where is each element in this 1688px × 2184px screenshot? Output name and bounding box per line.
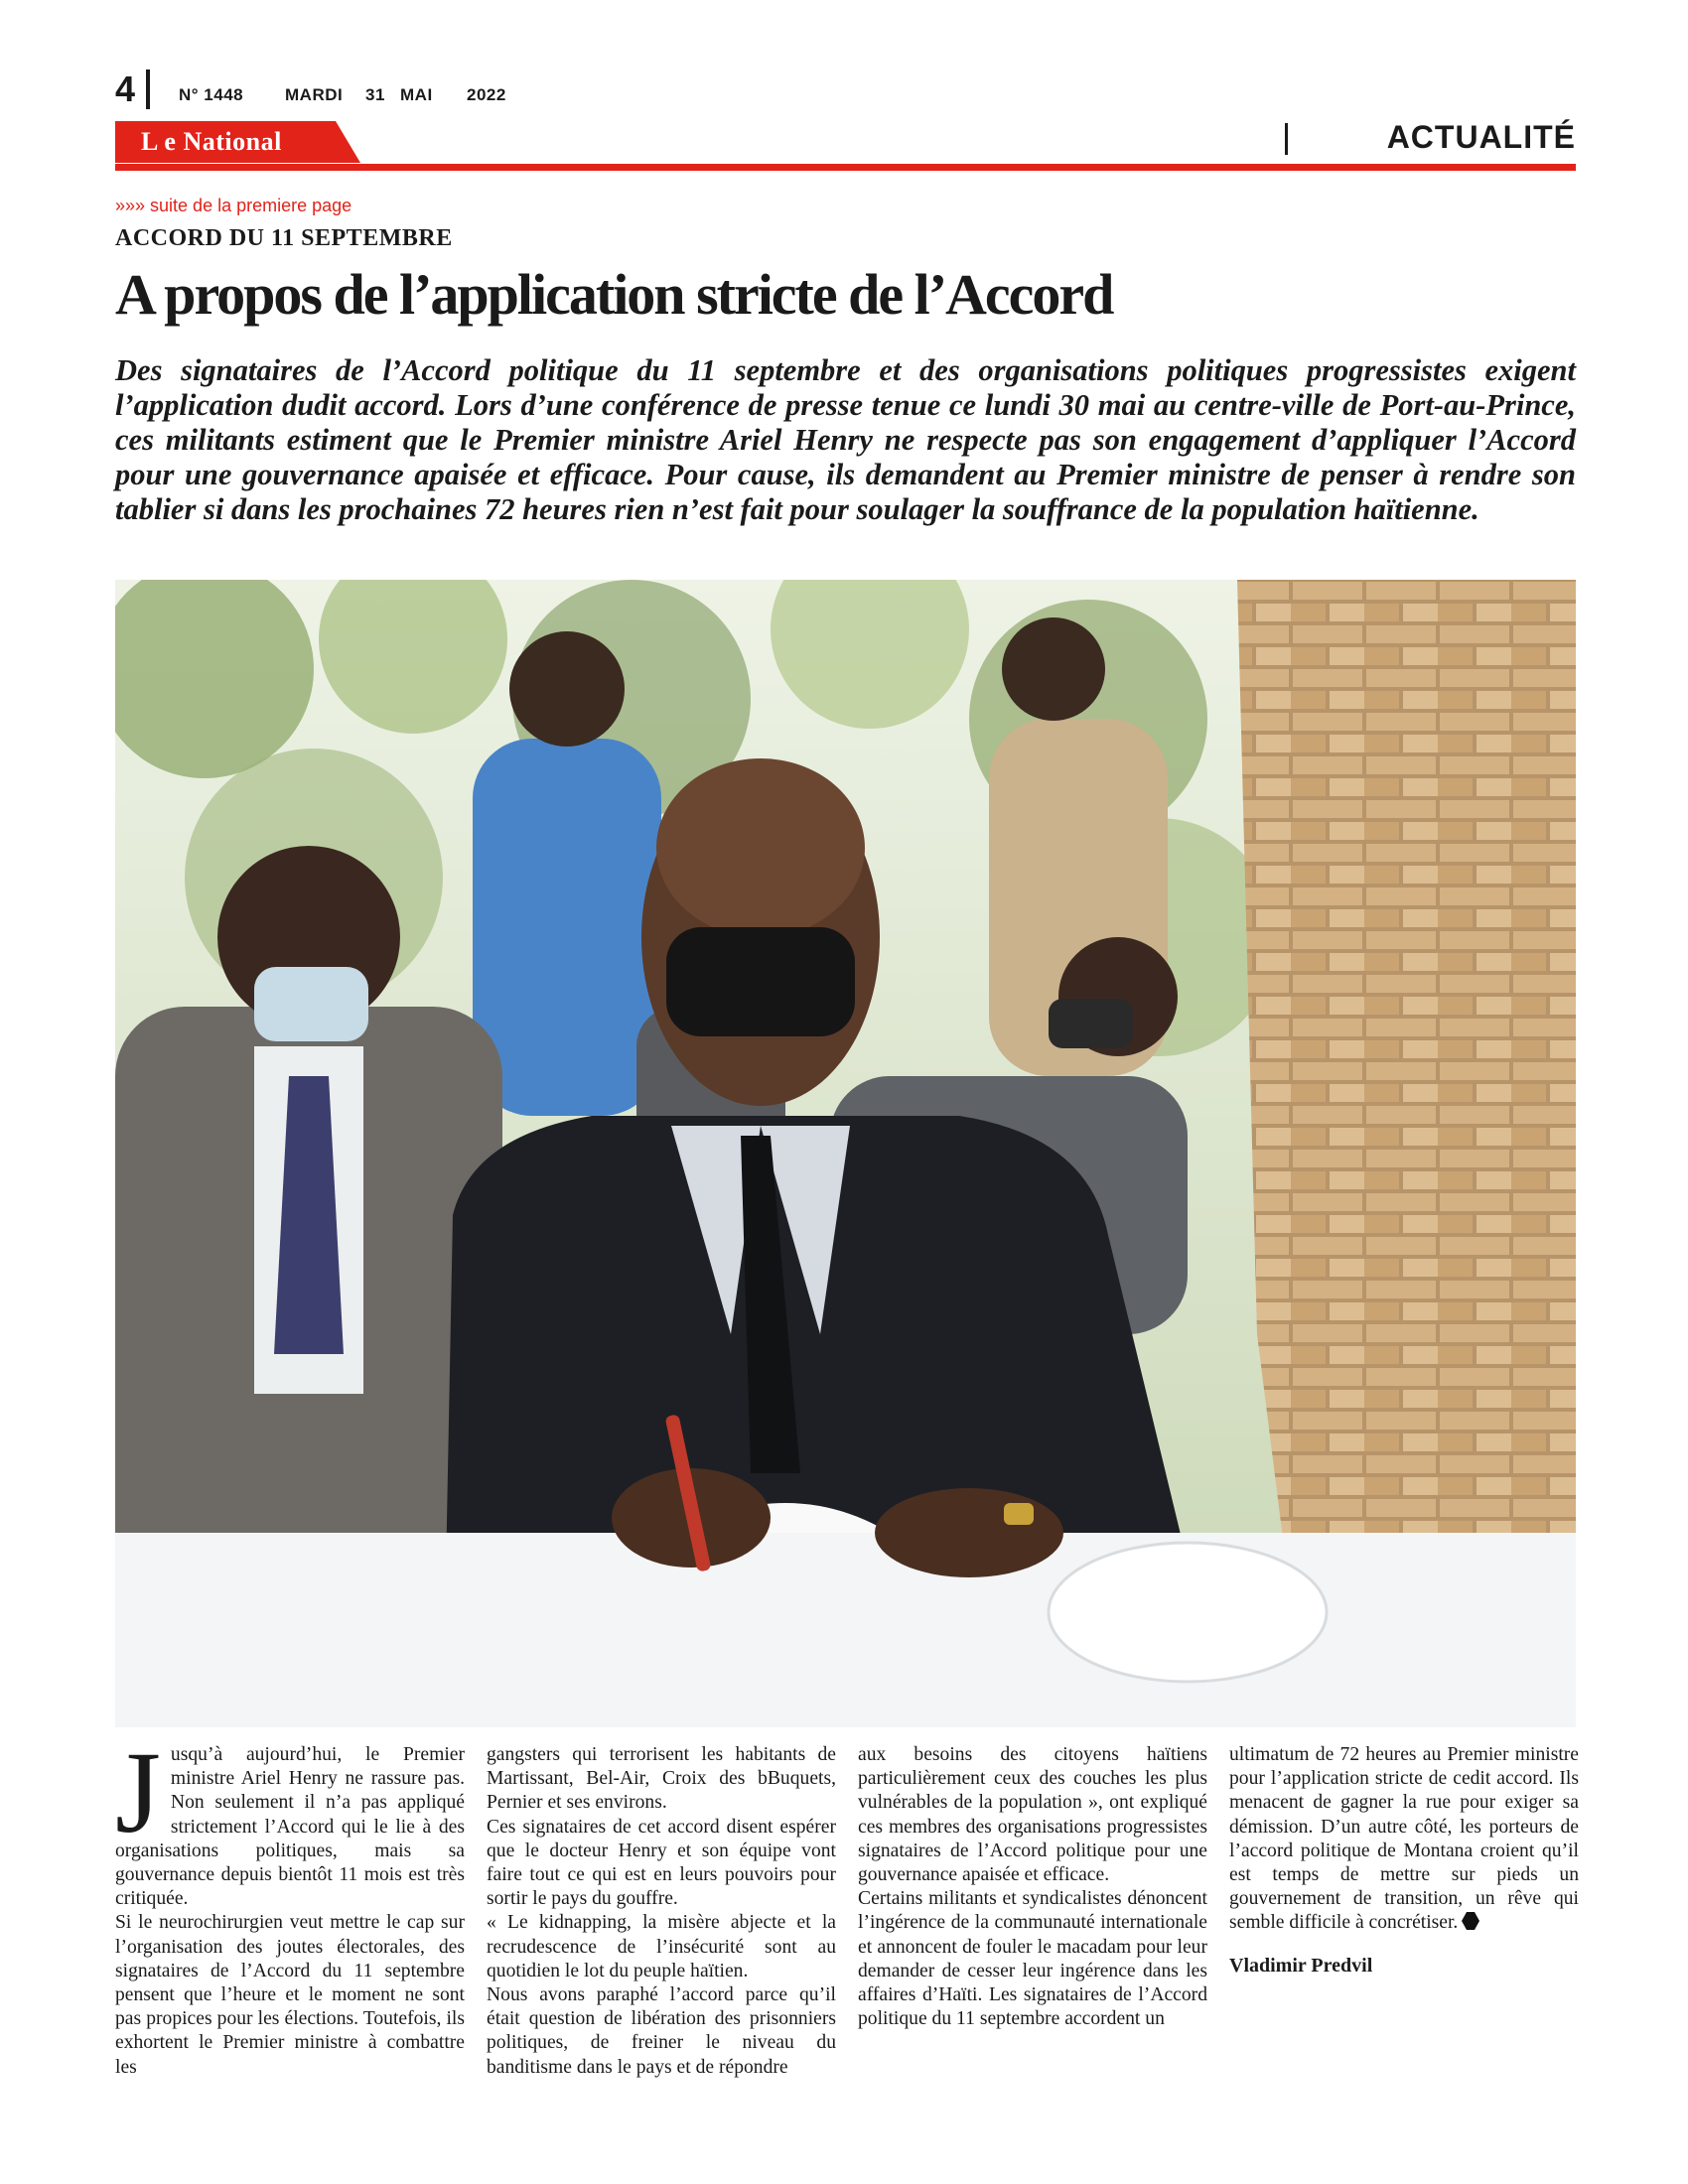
article-column-3	[858, 1743, 1207, 2031]
paragraph: Certains militants et syndicalistes dénoncent l’ingérence de la communauté internationale et annoncent de fouler le macadam pour leur demander de cesser leur ingérence dans les affaires d’Haïti. Les signataires de l’Accord politique du 11 septembre accordent un	[858, 1888, 1207, 2030]
page-number: 4	[115, 68, 136, 109]
article-kicker: ACCORD DU 11 SEPTEMBRE	[115, 225, 453, 251]
paragraph: aux besoins des citoyens haïtiens particulièrement ceux des couches les plus vulnérables de la population », ont expliqué ces membres des organisations progressistes signataires de l’Accord politique pour une gouvernance apaisée et efficace.	[858, 1744, 1207, 1886]
section-title: ACTUALITÉ	[1386, 119, 1576, 155]
paragraph: Si le neurochirurgien veut mettre le cap sur l’organisation des joutes électorales, des signataires de l’Accord du 11 septembre pensent que l’heure et le moment ne sont pas propices pour les élections. Toutefois, ils exhortent le Premier ministre à combattre les	[115, 1912, 465, 2078]
logo-text: L e National	[141, 127, 282, 156]
article-column-4	[1229, 1743, 1579, 1978]
article-column-2	[487, 1743, 836, 2080]
paragraph-text: usqu’à aujourd’hui, le Premier ministre Ariel Henry ne rassure pas. Non seulement il n’a pas appliqué strictement l’Accord qui le lie à des organisations politiques, mais sa gouvernance depuis bientôt 11 mois est très critiquée.	[115, 1744, 465, 1910]
article-headline: A propos de l’application stricte de l’Accord	[115, 262, 1113, 327]
paragraph: Ces signataires de cet accord disent espérer que le docteur Henry et son équipe vont faire tout ce qui est en leurs pouvoirs pour sortir le pays du gouffre.	[487, 1816, 836, 1910]
paragraph: « Le kidnapping, la misère abjecte et la recrudescence de l’insécurité sont au quotidien le lot du peuple haïtien.	[487, 1912, 836, 1981]
article-photo	[115, 580, 1576, 1727]
paragraph	[115, 1727, 465, 1911]
page-number-divider	[146, 69, 150, 109]
paragraph-text: ultimatum de 72 heures au Premier ministre pour l’application stricte de cedit accord. Ils menacent de gagner la rue pour exiger sa démission. D’un autre côté, les porteurs de l’accord politique de Montana croient qu’il est temps de mettre sur pieds un gouvernement de transition, un rêve qui semble difficile à concrétiser.	[1229, 1744, 1579, 1934]
section-divider	[1285, 123, 1288, 155]
article-column-1	[115, 1727, 465, 2080]
issue-number: N° 1448	[179, 85, 244, 104]
paragraph: gangsters qui terrorisent les habitants de Martissant, Bel-Air, Croix des bBuquets, Pernier et ses environs.	[487, 1744, 836, 1814]
newspaper-logo	[115, 121, 360, 163]
drop-cap: J	[115, 1727, 161, 1857]
article-lead: Des signataires de l’Accord politique du 11 septembre et des organisations politiques progressistes exigent l’application dudit accord. Lors d’une conférence de presse tenue ce lundi 30 mai au centre-ville de Port-au-Prince, ces militants estiment que le Premier ministre Ariel Henry ne respecte pas son engagement d’appliquer l’Accord pour une gouvernance apaisée et efficace. Pour cause, ils demandent au Premier ministre de penser à rendre son tablier si dans les prochaines 72 heures rien n’est fait pour soulager la souffrance de la population haïtienne.	[115, 353, 1576, 526]
date-month: MAI	[400, 85, 433, 104]
date-year: 2022	[467, 85, 506, 104]
end-of-article-icon	[1461, 1911, 1480, 1931]
date-day-name: MARDI	[285, 85, 344, 104]
continued-from-label: »»» suite de la premiere page	[115, 196, 352, 215]
paragraph	[1229, 1743, 1579, 1936]
header-rule	[115, 164, 1576, 171]
article-author: Vladimir Predvil	[1229, 1954, 1373, 1977]
date-day: 31	[365, 85, 385, 104]
photo-illustration	[115, 580, 1576, 1727]
paragraph: Nous avons paraphé l’accord parce qu’il était question de libération des prisonniers politiques, de freiner le niveau du banditisme dans le pays et de répondre	[487, 1984, 836, 2078]
